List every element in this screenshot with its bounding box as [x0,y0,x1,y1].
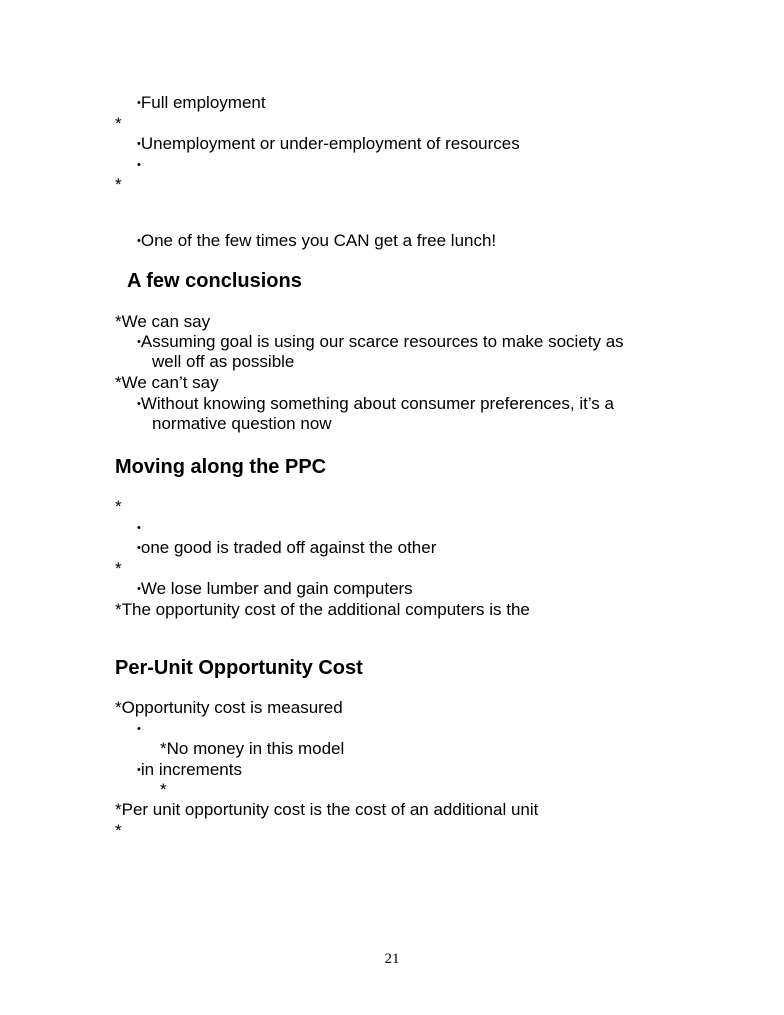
we-can-say: *We can say [115,312,211,331]
bullet-item-traded [137,538,436,558]
bullet-continuation: normative question now [152,414,332,433]
bullet-icon: • [137,138,141,150]
bullet-item-unemployment [137,134,520,154]
bullet-icon: • [137,764,141,776]
bullet-icon: • [137,235,141,247]
bullet-item-empty [137,518,141,538]
opportunity-cost-line: *The opportunity cost of the additional computers is the [115,600,530,619]
star-marker: * [115,175,122,194]
heading-moving-ppc: Moving along the PPC [115,456,327,478]
bullet-text: Without knowing something about consumer preferences, it’s a [140,394,614,413]
bullet-item-increments [137,760,242,780]
bullet-item-lose-lumber [137,579,413,599]
we-cant-say: *We can’t say [115,373,219,392]
bullet-icon: • [137,723,141,735]
per-unit-cost-line: *Per unit opportunity cost is the cost of an additional unit [115,800,539,819]
bullet-icon: • [137,542,141,554]
bullet-text: in increments [140,760,242,779]
star-marker: * [115,559,122,578]
bullet-icon: • [137,336,141,348]
star-marker: * [115,821,122,840]
bullet-text: We lose lumber and gain computers [140,579,413,598]
bullet-text: One of the few times you CAN get a free lunch! [140,231,497,250]
bullet-item-free-lunch [137,231,496,251]
bullet-text: Full employment [140,93,266,112]
page-number: 21 [384,951,400,967]
bullet-item-empty [137,155,141,175]
star-marker: * [115,114,122,133]
bullet-icon: • [137,522,141,534]
no-money-line: *No money in this model [160,739,345,758]
bullet-item-full-employment [137,93,266,113]
bullet-item-assuming [137,332,624,352]
measured-line: *Opportunity cost is measured [115,698,343,717]
bullet-text: Assuming goal is using our scarce resources to make society as [140,332,624,351]
bullet-text: Unemployment or under-employment of resources [140,134,520,153]
star-marker: * [115,497,122,516]
bullet-item-without [137,394,614,414]
bullet-icon: • [137,97,141,109]
bullet-text: one good is traded off against the other [140,538,437,557]
bullet-icon: • [137,583,141,595]
heading-conclusions: A few conclusions [127,270,302,292]
bullet-item-empty [137,719,141,739]
bullet-icon: • [137,159,141,171]
bullet-icon: • [137,398,141,410]
bullet-continuation: well off as possible [152,352,295,371]
star-marker: * [160,780,167,799]
heading-per-unit: Per-Unit Opportunity Cost [115,657,363,679]
